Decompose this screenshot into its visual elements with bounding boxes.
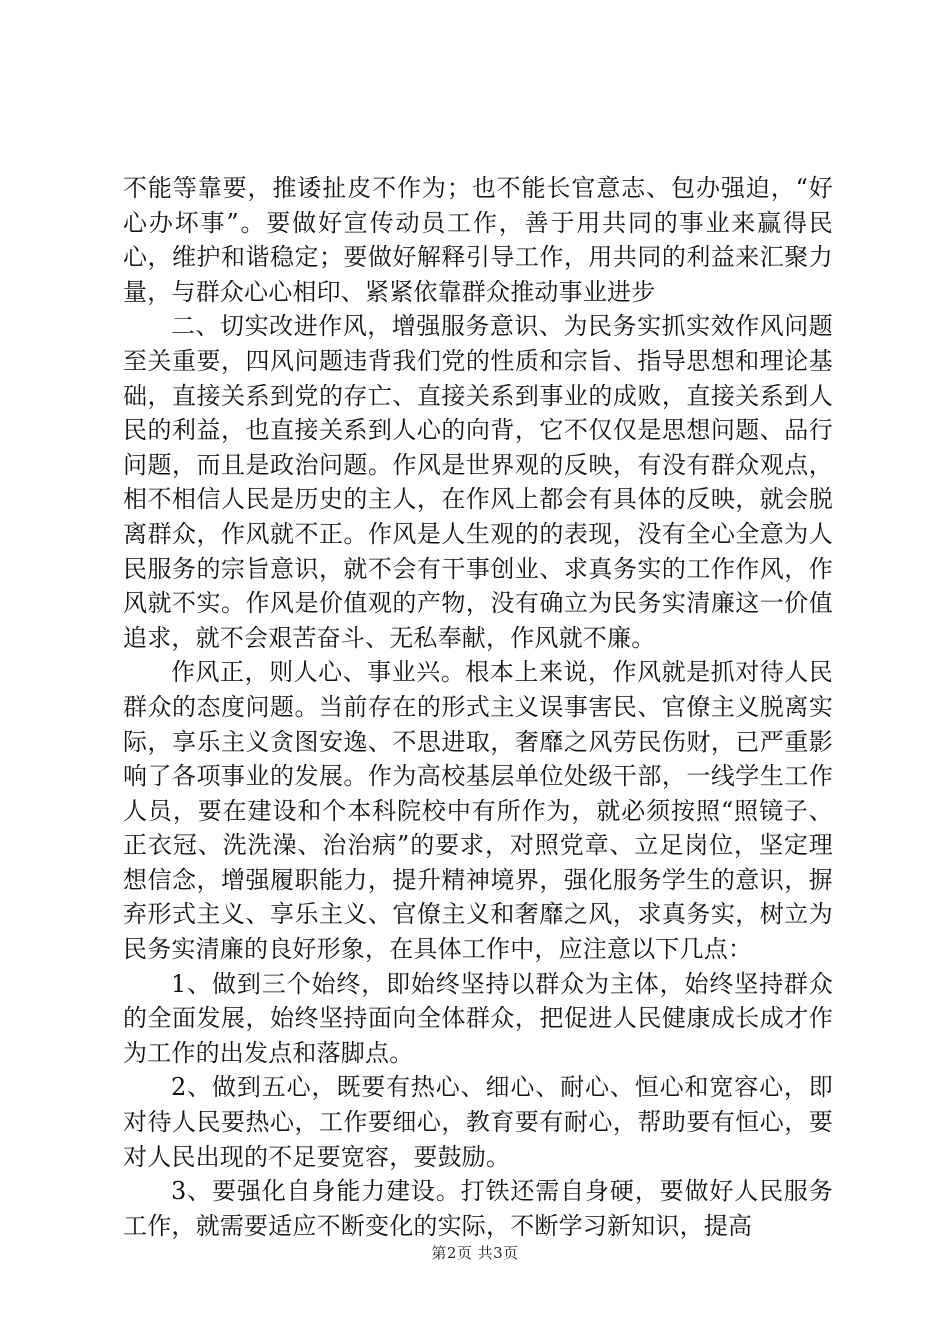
paragraph-5: 2、做到五心，既要有热心、细心、耐心、恒心和宽容心，即对待人民要热心，工作要细心，教育要有耐心，帮助要有恒心，要对人民出现的不足要宽容，要鼓励。 (123, 1073, 833, 1171)
paragraph-4: 1、做到三个始终，即始终坚持以群众为主体，始终坚持群众的全面发展，始终坚持面向全体群众，把促进人民健康成长成才作为工作的出发点和落脚点。 (123, 969, 833, 1067)
page-number-footer: 第2页 共3页 (431, 1244, 519, 1262)
paragraph-2: 二、切实改进作风，增强服务意识、为民务实抓实效作风问题至关重要，四风问题违背我们党的性质和宗旨、指导思想和理论基础，直接关系到党的存亡、直接关系到事业的成败，直接关系到人民的利益，也直接关系到人心的向背，它不仅仅是思想问题、品行问题，而且是政治问题。作风是世界观的反映，有没有群众观点，相不相信人民是历史的主人，在作风上都会有具体的反映，就会脱离群众，作风就不正。作风是人生观的的表现，没有全心全意为人民服务的宗旨意识，就不会有干事创业、求真务实的工作作风，作风就不实。作风是价值观的产物，没有确立为民务实清廉这一价值追求，就不会艰苦奋斗、无私奉献，作风就不廉。 (123, 312, 833, 652)
paragraph-3: 作风正，则人心、事业兴。根本上来说，作风就是抓对待人民群众的态度问题。当前存在的形式主义误事害民、官僚主义脱离实际，享乐主义贪图安逸、不思进取，奢靡之风劳民伤财，已严重影响了各项事业的发展。作为高校基层单位处级干部，一线学生工作人员，要在建设和个本科院校中有所作为，就必须按照“照镜子、正衣冠、洗洗澡、治治病”的要求，对照党章、立足岗位，坚定理想信念，增强履职能力，提升精神境界，强化服务学生的意识，摒弃形式主义、享乐主义、官僚主义和奢靡之风，求真务实，树立为民务实清廉的良好形象，在具体工作中，应注意以下几点： (123, 658, 833, 964)
paragraph-6: 3、要强化自身能力建设。打铁还需自身硬，要做好人民服务工作，就需要适应不断变化的实际，不断学习新知识，提高 (123, 1177, 833, 1240)
document-body (123, 171, 833, 1243)
paragraph-1: 不能等靠要，推诿扯皮不作为；也不能长官意志、包办强迫，“好心办坏事”。要做好宣传动员工作，善于用共同的事业来赢得民心，维护和谐稳定；要做好解释引导工作，用共同的利益来汇聚力量，与群众心心相印、紧紧依靠群众推动事业进步 (123, 174, 833, 306)
